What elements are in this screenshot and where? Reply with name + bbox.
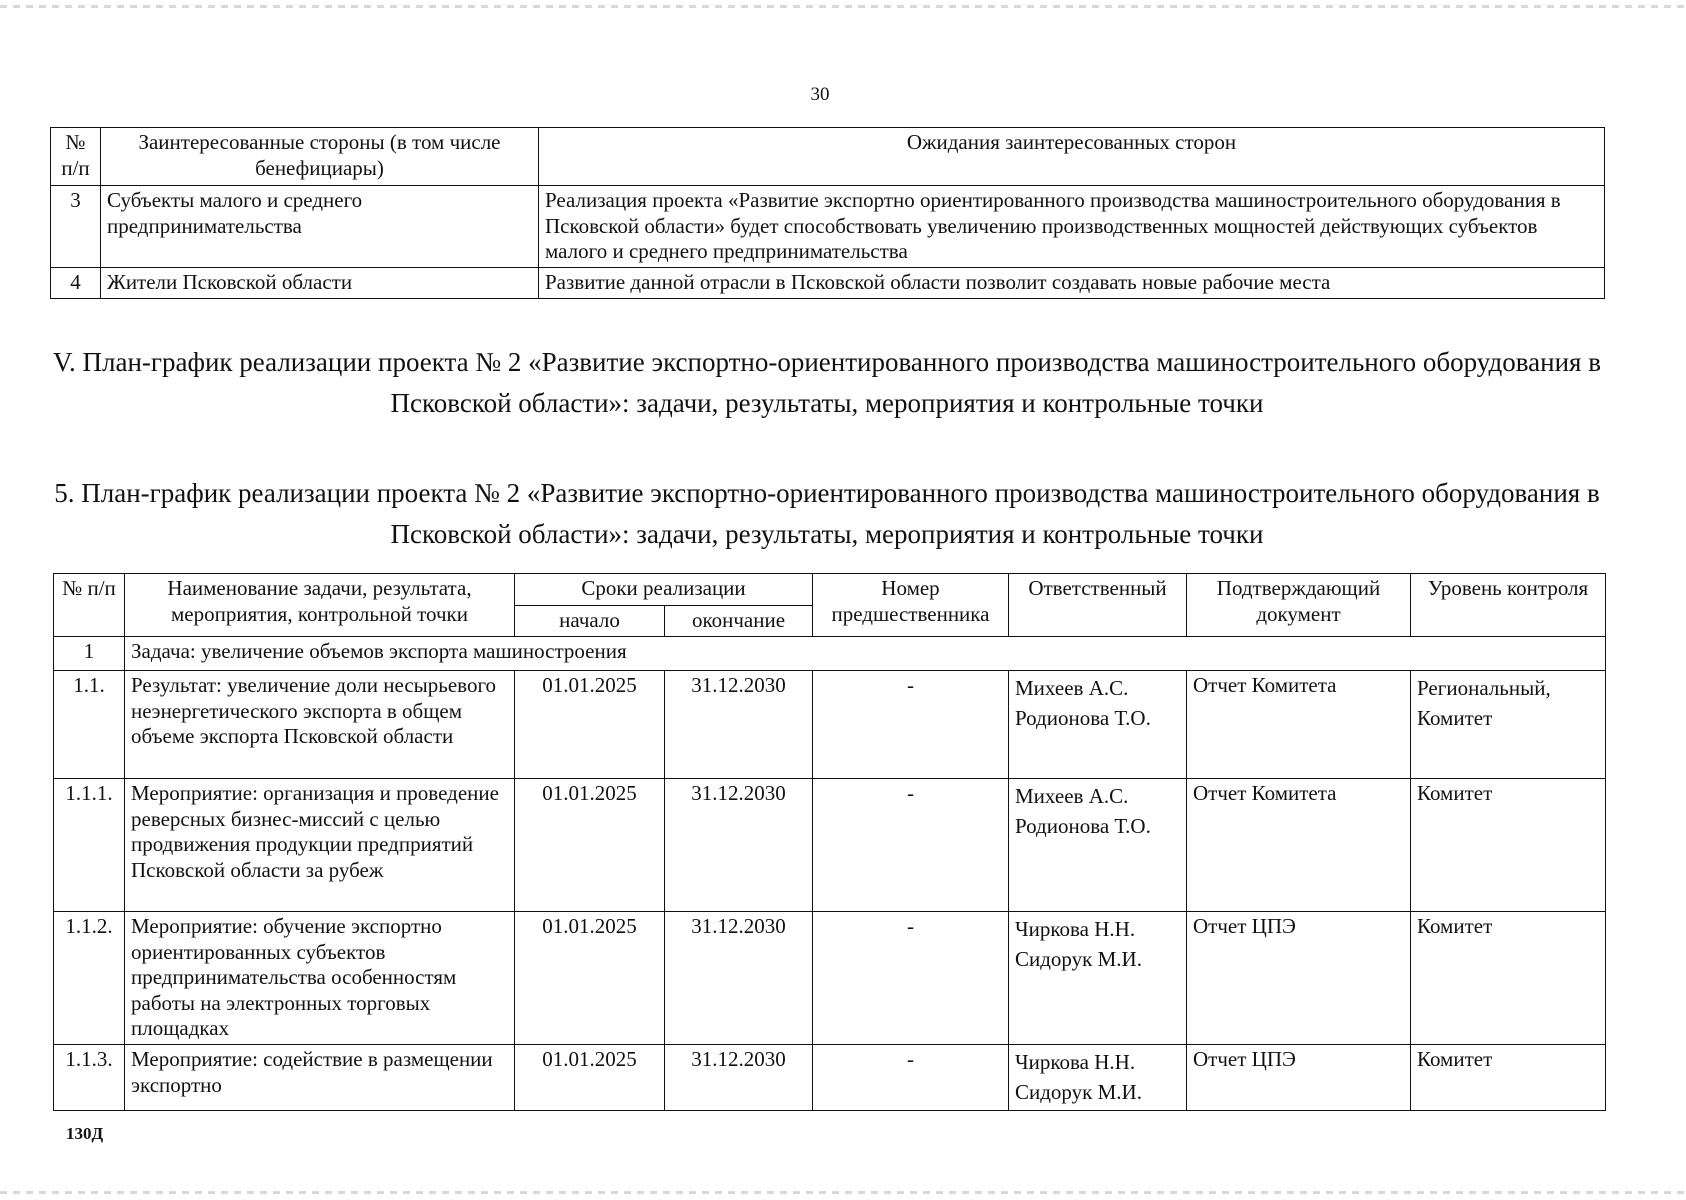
row-name: Результат: увеличение доли несырьевого неэнергетического экспорта в общем объеме экспорта Псковской области	[125, 671, 515, 779]
header-num: № п/п	[51, 128, 101, 186]
table-row	[54, 779, 1606, 912]
row-start: 01.01.2025	[515, 671, 665, 779]
table-header-row	[51, 128, 1605, 186]
row-document: Отчет ЦПЭ	[1187, 912, 1411, 1045]
row-responsible	[1009, 671, 1187, 779]
responsible-person: Сидорук М.И.	[1015, 1080, 1142, 1105]
row-name: Мероприятие: обучение экспортно ориентированных субъектов предпринимательства особенностям работы на электронных торговых площадках	[125, 912, 515, 1045]
scan-edge-top	[0, 5, 1686, 8]
row-start: 01.01.2025	[515, 779, 665, 912]
page-number: 30	[810, 84, 830, 105]
row-responsible	[1009, 779, 1187, 912]
row-expectations: Реализация проекта «Развитие экспортно ориентированного производства машиностроительного оборудования в Псковской области» будет способствовать увеличению производственных мощностей действующих субъектов малого и среднего предпринимательства	[539, 186, 1605, 268]
row-end: 31.12.2030	[665, 671, 813, 779]
row-name: Мероприятие: содействие в размещении экспортно	[125, 1045, 515, 1111]
row-end: 31.12.2030	[665, 1045, 813, 1111]
row-num: 1.1.2.	[54, 912, 125, 1045]
task-text: Задача: увеличение объемов экспорта машиностроения	[125, 637, 1606, 671]
row-party: Субъекты малого и среднего предпринимательства	[101, 186, 539, 268]
row-responsible	[1009, 912, 1187, 1045]
row-start: 01.01.2025	[515, 912, 665, 1045]
header-responsible: Ответственный	[1009, 574, 1187, 637]
header-party: Заинтересованные стороны (в том числе бенефициары)	[101, 128, 539, 186]
row-document: Отчет ЦПЭ	[1187, 1045, 1411, 1111]
row-control	[1411, 671, 1606, 779]
table-row	[51, 186, 1605, 268]
header-document: Подтверждающий документ	[1187, 574, 1411, 637]
scan-edge-bottom	[0, 1191, 1686, 1194]
row-predecessor: -	[813, 779, 1009, 912]
header-control: Уровень контроля	[1411, 574, 1606, 637]
row-num: 1.1.	[54, 671, 125, 779]
row-control: Комитет	[1411, 779, 1606, 912]
table-row	[54, 1045, 1606, 1111]
header-end: окончание	[665, 606, 813, 637]
row-start: 01.01.2025	[515, 1045, 665, 1111]
responsible-person: Родионова Т.О.	[1015, 814, 1151, 839]
subsection-heading: 5. План-график реализации проекта № 2 «Развитие экспортно-ориентированного производства машиностроительного оборудования в Псковской области»: задачи, результаты, мероприятия и контрольные точки	[54, 478, 1600, 549]
responsible-person: Михеев А.С.	[1015, 784, 1129, 808]
table-row	[54, 912, 1606, 1045]
row-document: Отчет Комитета	[1187, 779, 1411, 912]
row-num: 4	[51, 268, 101, 299]
row-predecessor: -	[813, 1045, 1009, 1111]
responsible-person: Михеев А.С.	[1015, 676, 1129, 700]
header-predecessor: Номер предшественника	[813, 574, 1009, 637]
table-row	[54, 671, 1606, 779]
row-end: 31.12.2030	[665, 912, 813, 1045]
row-expectations: Развитие данной отрасли в Псковской области позволит создавать новые рабочие места	[539, 268, 1605, 299]
plan-table	[53, 573, 1606, 1111]
row-num: 1.1.3.	[54, 1045, 125, 1111]
footer-code: 130Д	[66, 1124, 104, 1143]
control-level: Региональный,	[1417, 676, 1551, 700]
header-start: начало	[515, 606, 665, 637]
header-expectations: Ожидания заинтересованных сторон	[539, 128, 1605, 186]
task-num: 1	[54, 637, 125, 671]
responsible-person: Чиркова Н.Н.	[1015, 1050, 1136, 1075]
control-level: Комитет	[1417, 706, 1493, 731]
row-document: Отчет Комитета	[1187, 671, 1411, 779]
header-terms: Сроки реализации	[515, 574, 813, 606]
row-num: 1.1.1.	[54, 779, 125, 912]
row-party: Жители Псковской области	[101, 268, 539, 299]
row-control: Комитет	[1411, 912, 1606, 1045]
section-heading: V. План-график реализации проекта № 2 «Развитие экспортно-ориентированного производства машиностроительного оборудования в Псковской области»: задачи, результаты, мероприятия и контрольные точки	[53, 347, 1601, 418]
header-name: Наименование задачи, результата, мероприятия, контрольной точки	[125, 574, 515, 637]
table-header-row	[54, 574, 1606, 606]
row-num: 3	[51, 186, 101, 268]
table-row	[51, 268, 1605, 299]
header-num: № п/п	[54, 574, 125, 637]
row-name: Мероприятие: организация и проведение реверсных бизнес-миссий с целью продвижения продукции предприятий Псковской области за рубеж	[125, 779, 515, 912]
responsible-person: Сидорук М.И.	[1015, 947, 1142, 972]
row-predecessor: -	[813, 912, 1009, 1045]
row-predecessor: -	[813, 671, 1009, 779]
row-end: 31.12.2030	[665, 779, 813, 912]
stakeholders-table	[50, 127, 1605, 299]
row-control: Комитет	[1411, 1045, 1606, 1111]
task-row	[54, 637, 1606, 671]
row-responsible	[1009, 1045, 1187, 1111]
responsible-person: Родионова Т.О.	[1015, 706, 1151, 731]
responsible-person: Чиркова Н.Н.	[1015, 917, 1136, 941]
